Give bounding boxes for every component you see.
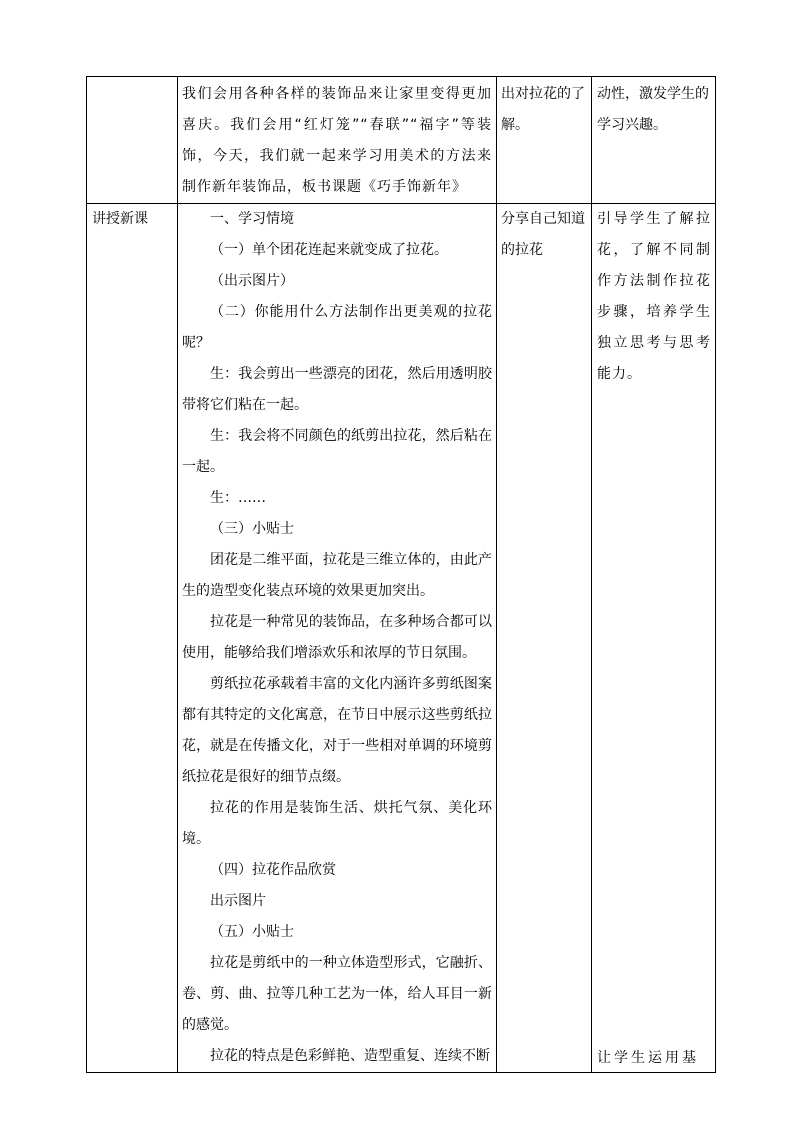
design-intent-cell [592,77,716,204]
paragraph: （四）拉花作品欣赏 [210,862,336,878]
intro-text: 我们会用各种各样的装饰品来让家里变得更加喜庆。我们会用“红灯笼”“春联”“福字”等装饰，今天，我们就一起来学习用美术的方法来制作新年装饰品，板书课题《巧手饰新年》 [182,86,492,195]
paragraph: 剪纸拉花承载着丰富的文化内涵许多剪纸图案都有其特定的文化寓意，在节日中展示这些剪纸拉花，就是在传播文化，对于一些相对单调的环境剪纸拉花是很好的细节点缀。 [182,676,492,785]
design-intent-continued-text: 让学生运用基 [597,1050,699,1066]
teacher-activity-cell [178,204,497,1073]
student-activity-text: 分享自己知道的拉花 [501,211,585,258]
paragraph: （一）单个团花连起来就变成了拉花。 [210,242,448,258]
table-row [87,204,716,1073]
paragraph: 拉花的作用是装饰生活、烘托气氛、美化环境。 [182,800,492,847]
paragraph: 出示图片 [210,893,266,909]
paragraph: 拉花的特点是色彩鲜艳、造型重复、连续不断 [210,1048,490,1064]
paragraph: 生：我会将不同颜色的纸剪出拉花，然后粘在一起。 [182,428,492,475]
paragraph: 团花是二维平面，拉花是三维立体的，由此产生的造型变化装点环境的效果更加突出。 [182,552,492,599]
paragraph: 一、学习情境 [210,211,294,227]
stage-cell: 讲授新课 [87,204,178,1073]
design-intent-text: 引导学生了解拉花，了解不同制作方法制作拉花步骤，培养学生独立思考与思考能力。 [597,211,711,382]
paragraph: （出示图片） [210,273,294,289]
stage-cell [87,77,178,204]
design-intent-wrapper [597,204,711,1072]
teacher-activity-cell [178,77,497,204]
paragraph: 生：…… [210,490,266,506]
student-activity-text: 出对拉花的了解。 [501,86,585,133]
paragraph: 拉花是一种常见的装饰品，在多种场合都可以使用，能够给我们增添欢乐和浓厚的节日氛围。 [182,614,492,661]
design-intent-cell [592,204,716,1073]
student-activity-cell [497,77,592,204]
paragraph: 生：我会剪出一些漂亮的团花，然后用透明胶带将它们粘在一起。 [182,366,492,413]
design-intent-text: 动性，激发学生的学习兴趣。 [597,86,709,133]
paragraph: （五）小贴士 [210,924,294,940]
student-activity-cell [497,204,592,1073]
paragraph: （二）你能用什么方法制作出更美观的拉花呢？ [182,304,492,351]
paragraph: （三）小贴士 [210,521,294,537]
lesson-plan-table [86,76,716,1073]
table-row [87,77,716,204]
paragraph: 拉花是剪纸中的一种立体造型形式，它融折、卷、剪、曲、拉等几种工艺为一体，给人耳目一新的感觉。 [182,955,492,1033]
